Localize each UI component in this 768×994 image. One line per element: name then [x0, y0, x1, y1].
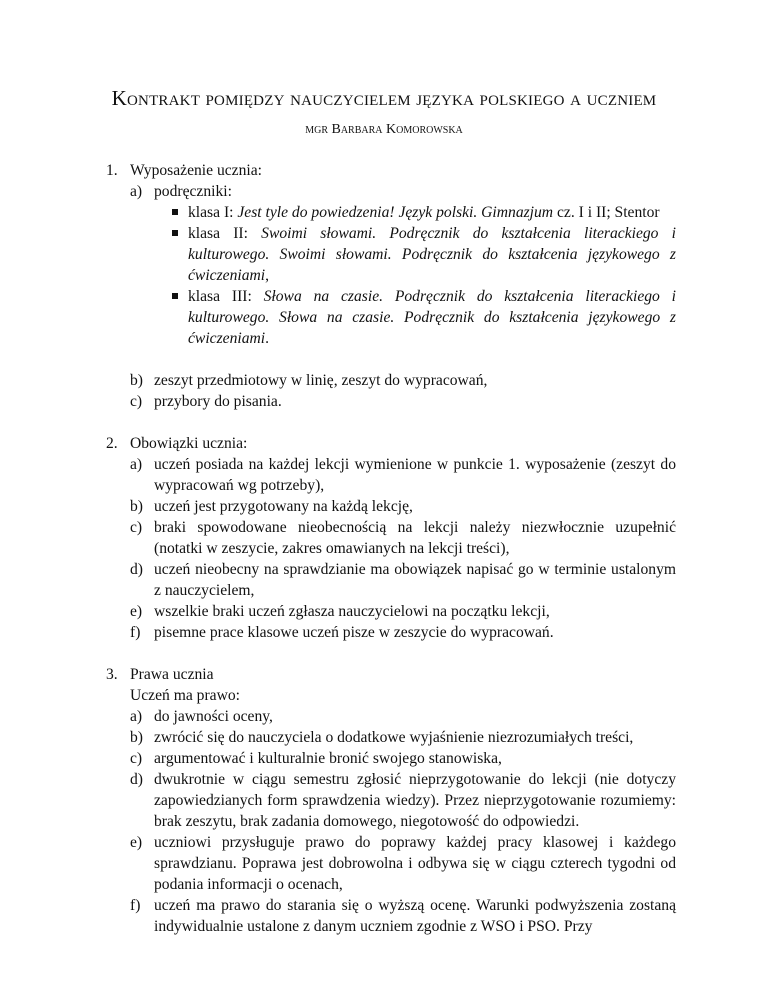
item-label: b) — [130, 729, 143, 746]
square-bullet-icon — [172, 209, 178, 215]
textbook-item: klasa II: Swoimi słowami. Podręcznik do kształcenia literackiego i kulturowego. Swoimi słowami. Podręcznik do kształcenia językowego z ćwiczeniami, — [130, 223, 676, 286]
list-item — [130, 706, 676, 727]
list-item — [130, 391, 676, 412]
section-1 — [106, 160, 676, 412]
item-label: b) — [130, 498, 143, 515]
document-title: Kontrakt pomiędzy nauczycielem języka polskiego a uczniem — [111, 86, 657, 110]
section-heading: Prawa ucznia — [130, 666, 214, 683]
section-number: 3. — [106, 666, 118, 683]
item-text: uczniowi przysługuje prawo do poprawy każdej pracy klasowej i każdego sprawdzianu. Poprawa jest dobrowolna i odbywa się w ciągu czterech tygodni od podania informacji o ocenach, — [154, 834, 676, 893]
item-text: zeszyt przedmiotowy w linię, zeszyt do wypracowań, — [154, 372, 488, 389]
list-item — [130, 832, 676, 895]
list-item — [130, 748, 676, 769]
list-item — [130, 454, 676, 496]
textbook-list — [130, 202, 676, 349]
list-item — [130, 496, 676, 517]
item-text: dwukrotnie w ciągu semestru zgłosić nieprzygotowanie do lekcji (nie dotyczy zapowiedzianych form sprawdzenia wiedzy). Przez nieprzygotowanie rozumiemy: brak zeszytu, brak zadania domowego, niegotowość do odpowiedzi. — [154, 771, 676, 830]
list-item — [130, 727, 676, 748]
item-text: uczeń jest przygotowany na każdą lekcję, — [154, 498, 413, 515]
item-text: uczeń posiada na każdej lekcji wymienione w punkcie 1. wyposażenie (zeszyt do wypracowań wg potrzeby), — [154, 456, 676, 494]
item-label: e) — [130, 834, 143, 851]
list-item — [130, 769, 676, 832]
list-item — [130, 895, 676, 937]
item-label: d) — [130, 771, 143, 788]
document-body — [106, 160, 676, 937]
textbook-item: klasa I: Jest tyle do powiedzenia! Język polski. Gimnazjum cz. I i II; Stentor — [130, 202, 676, 223]
item-text: do jawności oceny, — [154, 708, 273, 725]
section-heading: Obowiązki ucznia: — [130, 435, 248, 452]
section-3 — [106, 664, 676, 937]
list-item — [130, 622, 676, 643]
section-number: 2. — [106, 435, 118, 452]
item-label: b) — [130, 372, 143, 389]
item-label: c) — [130, 393, 143, 410]
item-label: a) — [130, 708, 143, 725]
section-number: 1. — [106, 162, 118, 179]
list-item — [130, 181, 676, 202]
item-text: pisemne prace klasowe uczeń pisze w zeszycie do wypracowań. — [154, 624, 554, 641]
item-text: wszelkie braki uczeń zgłasza nauczycielowi na początku lekcji, — [154, 603, 550, 620]
list-item — [130, 517, 676, 559]
item-label: c) — [130, 519, 143, 536]
section-intro: Uczeń ma prawo: — [130, 687, 240, 704]
section-heading: Wyposażenie ucznia: — [130, 162, 262, 179]
item-text: podręczniki: — [154, 183, 232, 200]
item-label: c) — [130, 750, 143, 767]
item-label: f) — [130, 897, 141, 914]
item-text: uczeń nieobecny na sprawdzianie ma obowiązek napisać go w terminie ustalonym z nauczycielem, — [154, 561, 676, 599]
document-author: mgr Barbara Komorowska — [305, 122, 463, 137]
section-2 — [106, 433, 676, 643]
item-text: przybory do pisania. — [154, 393, 282, 410]
square-bullet-icon — [172, 230, 178, 236]
item-label: e) — [130, 603, 143, 620]
item-label: a) — [130, 183, 143, 200]
item-label: f) — [130, 624, 141, 641]
item-text: uczeń ma prawo do starania się o wyższą ocenę. Warunki podwyższenia zostaną indywidualnie ustalone z danym uczniem zgodnie z WSO i PSO. Przy — [154, 897, 676, 935]
item-label: d) — [130, 561, 143, 578]
square-bullet-icon — [172, 293, 178, 299]
list-item — [130, 601, 676, 622]
item-text: braki spowodowane nieobecnością na lekcji należy niezwłocznie uzupełnić (notatki w zeszycie, zakres omawianych na lekcji treści), — [154, 519, 676, 557]
item-label: a) — [130, 456, 143, 473]
list-item — [130, 370, 676, 391]
item-text: zwrócić się do nauczyciela o dodatkowe wyjaśnienie niezrozumiałych treści, — [154, 729, 634, 746]
textbook-item: klasa III: Słowa na czasie. Podręcznik do kształcenia literackiego i kulturowego. Słowa na czasie. Podręcznik do kształcenia językowego z ćwiczeniami. — [130, 286, 676, 349]
item-text: argumentować i kulturalnie bronić swojego stanowiska, — [154, 750, 502, 767]
list-item — [130, 559, 676, 601]
